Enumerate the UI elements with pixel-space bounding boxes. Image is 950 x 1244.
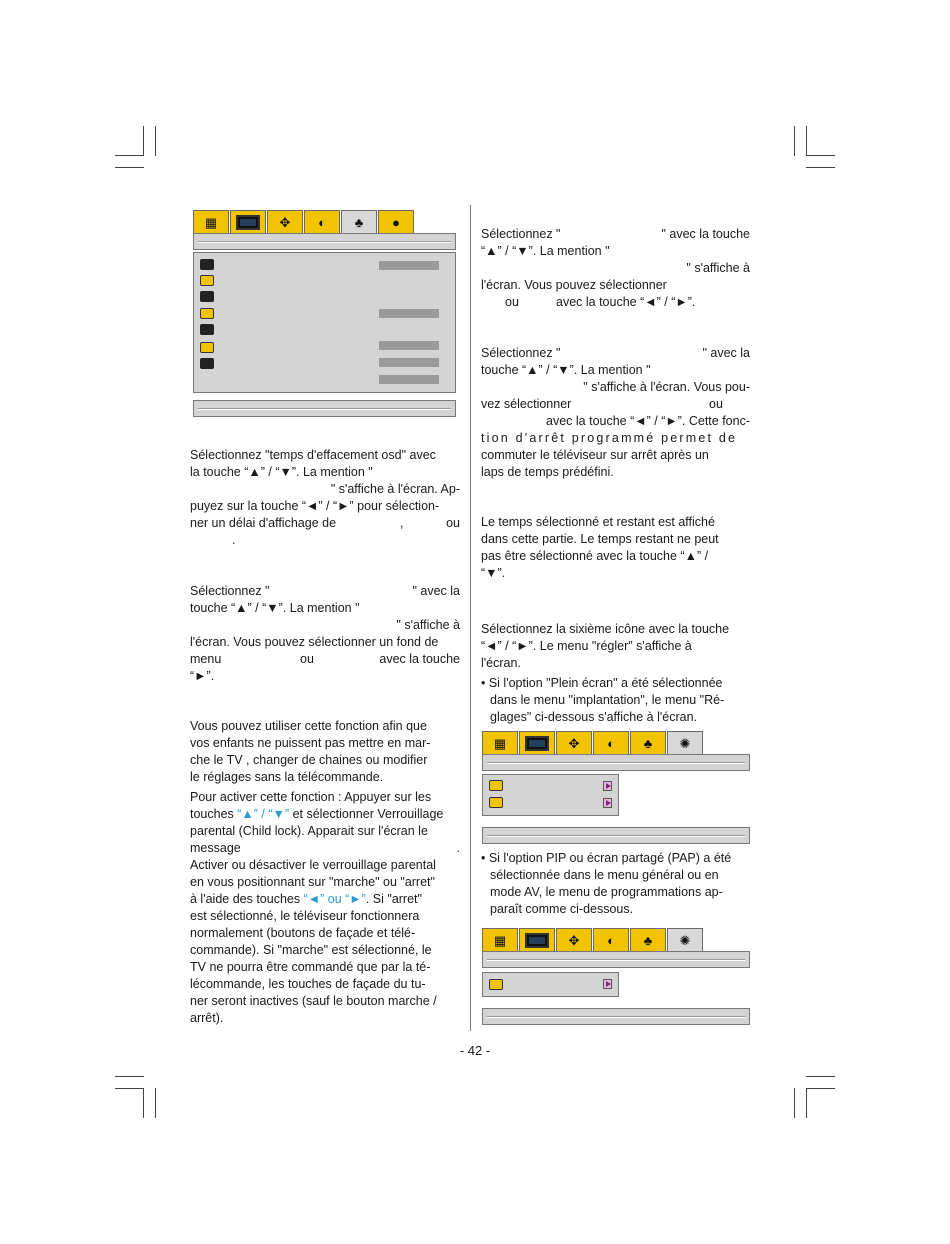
setup-icon: ● xyxy=(378,210,414,233)
crop-mark xyxy=(115,167,144,168)
text-span: ou xyxy=(300,652,314,666)
text-line: le réglages sans la télécommande. xyxy=(190,770,384,784)
sound-icon: ◐ xyxy=(593,731,629,754)
text-line: che le TV , changer de chaines ou modifier xyxy=(190,753,428,767)
pip-menu-status-bar xyxy=(482,1008,750,1025)
text-line: Vous pouvez utiliser cette fonction afin que xyxy=(190,719,427,733)
child-lock-paragraph xyxy=(190,718,460,1027)
text-line: “◄” / “►”. Le menu "régler" s'affiche à xyxy=(481,639,692,653)
menu-title-bar xyxy=(193,233,456,250)
osd-paragraph xyxy=(190,447,460,549)
text-line: mode AV, le menu de programmations ap- xyxy=(490,885,723,899)
text-span: et sélectionner Verrouillage xyxy=(292,807,444,821)
text-line: en vous positionnant sur "marche" ou "arret" xyxy=(190,875,435,889)
layout-icon: ✥ xyxy=(267,210,303,233)
tuner-icon xyxy=(489,797,503,808)
crop-mark xyxy=(794,1088,795,1118)
tv-icon xyxy=(230,210,266,233)
arrow-right-icon xyxy=(603,979,612,989)
text-line: commande). Si "marche" est sélectionné, le xyxy=(190,943,432,957)
text-span: . Si "arret" xyxy=(365,892,422,906)
text-span: Sélectionnez " xyxy=(481,346,561,360)
text-span: menu xyxy=(190,652,222,666)
setup-icon: ✺ xyxy=(667,731,703,754)
text-line: " s'affiche à l'écran. Vous pou- xyxy=(583,380,750,394)
menu-panel xyxy=(193,252,456,393)
text-line: “►”. xyxy=(190,669,215,683)
layout-icon: ✥ xyxy=(556,731,592,754)
text-line: l'écran. Vous pouvez sélectionner xyxy=(481,278,667,292)
text-line: lécommande, les touches de façade du tu- xyxy=(190,977,426,991)
right-paragraph-2 xyxy=(481,345,750,481)
text-line: puyez sur la touche “◄” / “►” pour sélection- xyxy=(190,499,440,513)
text-line: est sélectionné, le téléviseur fonctionnera xyxy=(190,909,420,923)
text-line: dans le menu "implantation", le menu "Ré- xyxy=(490,693,725,707)
picture-icon: ▦ xyxy=(193,210,229,233)
crop-mark xyxy=(115,1076,144,1077)
column-divider xyxy=(470,205,471,1031)
text-line: tion d'arrêt programmé permet de xyxy=(481,431,738,445)
sound-icon: ◐ xyxy=(593,928,629,951)
setup-menu-title-bar xyxy=(482,754,750,771)
text-span: “◄” ou “►” xyxy=(303,892,366,906)
clock-icon xyxy=(200,358,214,369)
text-line: dans cette partie. Le temps restant ne peut xyxy=(481,532,719,546)
right-paragraph-3 xyxy=(481,514,750,582)
page-number: - 42 - xyxy=(459,1043,491,1058)
text-span: Sélectionnez " xyxy=(190,584,270,598)
text-line: paraît comme ci-dessous. xyxy=(490,902,634,916)
arrow-right-icon xyxy=(603,798,612,808)
text-line: laps de temps prédéfini. xyxy=(481,465,614,479)
text-line: l'écran. Vous pouvez sélectionner un fond de xyxy=(190,635,439,649)
feature-icon: ♣ xyxy=(341,210,377,233)
text-line: Pour activer cette fonction : Appuyer sur les xyxy=(190,790,432,804)
text-span: , xyxy=(400,516,404,530)
sound-icon xyxy=(489,780,503,791)
text-line: arrêt). xyxy=(190,1011,224,1025)
text-line: avec la touche “◄” / “►”. Cette fonc- xyxy=(546,414,750,428)
text-span: " avec la xyxy=(702,346,750,360)
bullet-pip xyxy=(481,850,750,918)
tv-icon xyxy=(519,928,555,951)
text-span: Sélectionnez " xyxy=(481,227,561,241)
text-line: normalement (boutons de façade et télé- xyxy=(190,926,416,940)
crop-mark xyxy=(806,1088,835,1089)
text-span: avec la touche xyxy=(379,652,460,666)
text-line: glages" ci-dessous s'affiche à l'écran. xyxy=(490,710,698,724)
crop-mark xyxy=(115,155,144,156)
text-line: commuter le téléviseur sur arrêt après un xyxy=(481,448,709,462)
crop-mark xyxy=(806,167,835,168)
crop-mark xyxy=(806,155,835,156)
tuner-icon xyxy=(489,979,503,990)
text-line: touche “▲” / “▼”. La mention " xyxy=(481,363,651,377)
osd-timeout-icon xyxy=(200,259,214,270)
text-line: Le temps sélectionné et restant est affiché xyxy=(481,515,715,529)
crop-mark xyxy=(155,1088,156,1118)
text-line: touche “▲” / “▼”. La mention " xyxy=(190,601,360,615)
text-span: avec la touche “◄” / “►”. xyxy=(556,295,696,309)
text-span: ou xyxy=(505,295,519,309)
menu-value-bar xyxy=(379,309,439,318)
menu-value-bar xyxy=(379,358,439,367)
menu-value-bar xyxy=(379,341,439,350)
pip-menu-tabs xyxy=(482,928,704,951)
text-line: parental (Child lock). Apparait sur l'écran le xyxy=(190,824,428,838)
crop-mark xyxy=(806,126,807,156)
list-icon xyxy=(200,342,214,353)
text-line: TV ne pourra être commandé que par la té- xyxy=(190,960,431,974)
setup-menu-status-bar xyxy=(482,827,750,844)
text-line: vos enfants ne puissent pas mettre en mar- xyxy=(190,736,431,750)
text-span: à l'aide des touches xyxy=(190,892,301,906)
text-span: “▲” / “▼” xyxy=(237,807,290,821)
text-line: • Si l'option "Plein écran" a été sélectionnée xyxy=(481,676,723,690)
bullet-full-screen xyxy=(481,675,750,726)
feature-icon: ♣ xyxy=(630,731,666,754)
text-span: vez sélectionner xyxy=(481,397,572,411)
text-line: pas être sélectionné avec la touche “▲” / xyxy=(481,549,709,563)
text-line: l'écran. xyxy=(481,656,521,670)
right-paragraph-1 xyxy=(481,226,750,311)
text-line: Activer ou désactiver le verrouillage parental xyxy=(190,858,436,872)
text-span: . xyxy=(456,841,460,855)
text-span: ner un délai d'affichage de xyxy=(190,516,337,530)
crop-mark xyxy=(794,126,795,156)
crop-mark xyxy=(155,126,156,156)
text-line: “▼”. xyxy=(481,566,506,580)
text-line: ner seront inactives (sauf le bouton marche / xyxy=(190,994,437,1008)
text-span: ou xyxy=(709,397,723,411)
menu-value-bar xyxy=(379,261,439,270)
text-line: . xyxy=(232,533,236,547)
menu-status-bar xyxy=(193,400,456,417)
picture-icon: ▦ xyxy=(482,928,518,951)
text-line: “▲” / “▼”. La mention " xyxy=(481,244,610,258)
text-span: ou xyxy=(446,516,460,530)
text-line: sélectionnée dans le menu général ou en xyxy=(490,868,719,882)
crop-mark xyxy=(806,1088,807,1118)
text-line: " s'affiche à l'écran. Ap- xyxy=(330,482,460,496)
crop-mark xyxy=(115,1088,144,1089)
text-line: Sélectionnez la sixième icône avec la touche xyxy=(481,622,730,636)
setup-menu-panel xyxy=(482,774,619,816)
menu-tabs xyxy=(193,210,415,233)
sleep-timer-icon xyxy=(200,308,214,319)
right-paragraph-4 xyxy=(481,621,750,672)
text-line: " s'affiche à xyxy=(686,261,750,275)
background-paragraph xyxy=(190,583,460,685)
text-span: message xyxy=(190,841,241,855)
text-line: • Si l'option PIP ou écran partagé (PAP) a été xyxy=(481,851,732,865)
setup-menu-tabs xyxy=(482,731,704,754)
pip-menu-title-bar xyxy=(482,951,750,968)
text-line: " s'affiche à xyxy=(396,618,460,632)
arrow-right-icon xyxy=(603,781,612,791)
text-span: touches xyxy=(190,807,234,821)
setup-icon: ✺ xyxy=(667,928,703,951)
child-lock-icon xyxy=(200,291,214,302)
layout-icon: ✥ xyxy=(556,928,592,951)
picture-icon: ▦ xyxy=(482,731,518,754)
tv-icon xyxy=(519,731,555,754)
menu-value-bar xyxy=(379,375,439,384)
text-line: la touche “▲” / “▼”. La mention " xyxy=(190,465,373,479)
menu-background-icon xyxy=(200,275,214,286)
crop-mark xyxy=(143,126,144,156)
pip-menu-panel xyxy=(482,972,619,997)
crop-mark xyxy=(143,1088,144,1118)
sound-icon: ◐ xyxy=(304,210,340,233)
text-line: Sélectionnez "temps d'effacement osd" avec xyxy=(190,448,436,462)
person-icon xyxy=(200,324,214,335)
feature-icon: ♣ xyxy=(630,928,666,951)
crop-mark xyxy=(806,1076,835,1077)
text-span: " avec la xyxy=(412,584,460,598)
text-span: " avec la touche xyxy=(661,227,750,241)
